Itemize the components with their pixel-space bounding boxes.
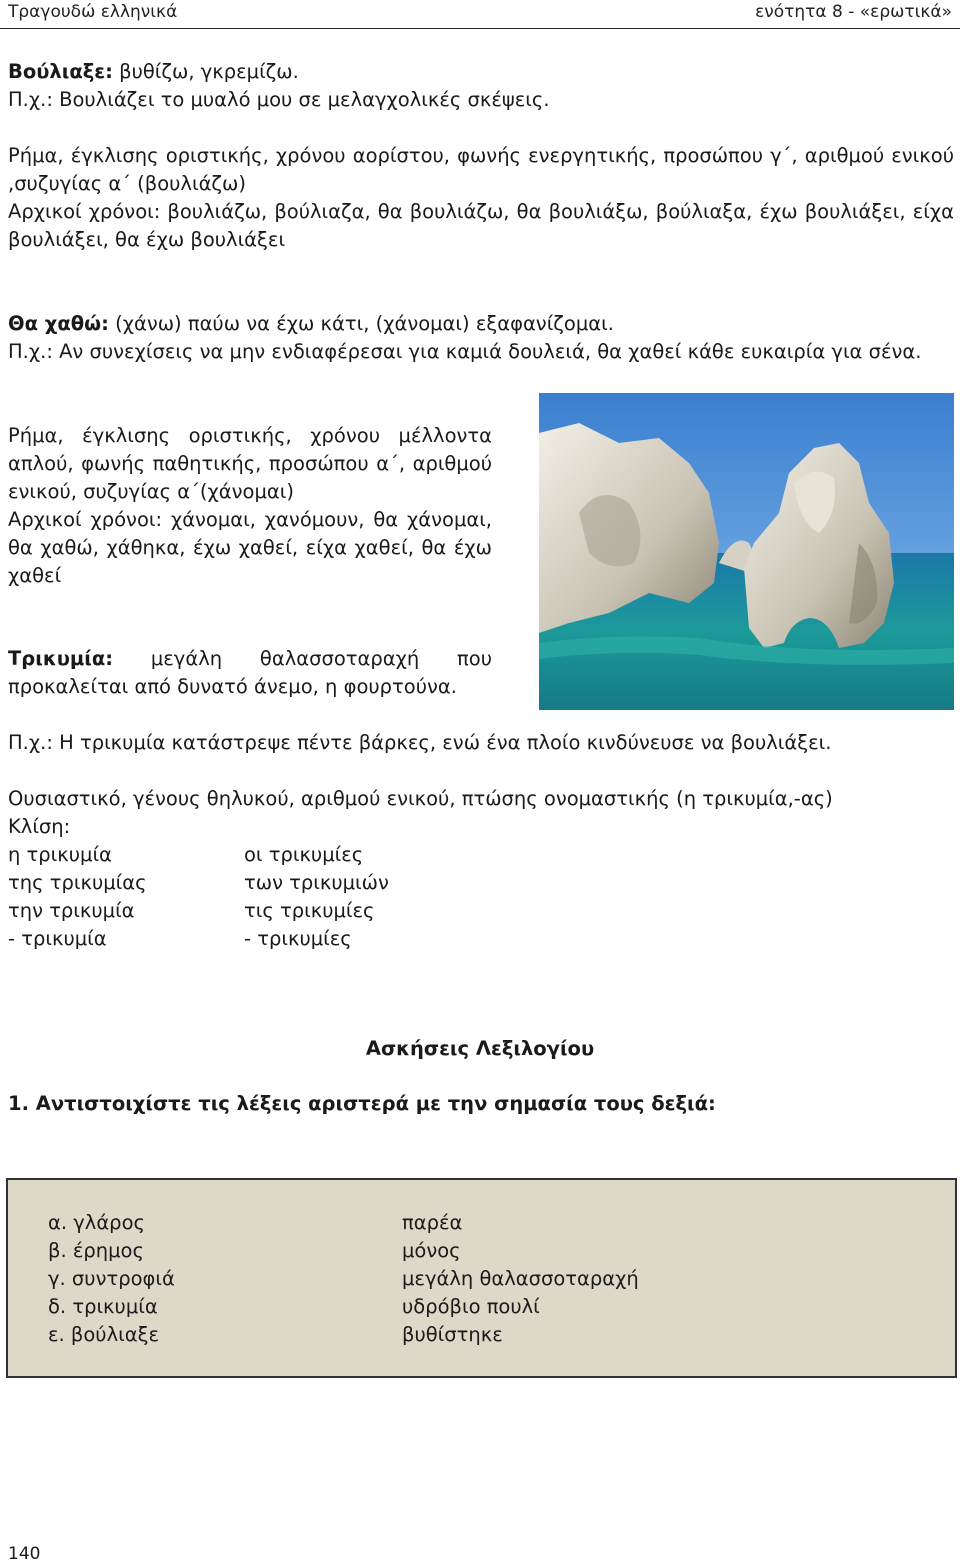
singular-form: - τρικυμία xyxy=(8,927,107,950)
matching-meaning: μεγάλη θαλασσοταραχή xyxy=(402,1267,639,1290)
entry-definition: μεγάλη θαλασσοταραχή που προκαλείται από δυνατό άνεμο, η φουρτούνα. xyxy=(8,647,492,698)
grammar-description: Ουσιαστικό, γένους θηλυκού, αριθμού ενικού, πτώσης ονομαστικής (η τρικυμία,-ας) xyxy=(8,787,833,810)
entry-example: Π.χ.: Βουλιάζει το μυαλό μου σε μελαγχολικές σκέψεις. xyxy=(8,88,550,111)
entry-trikymia-grammar xyxy=(8,785,954,841)
entry-definition: βυθίζω, γκρεμίζω. xyxy=(112,60,299,83)
singular-form: της τρικυμίας xyxy=(8,871,147,894)
declension-label: Κλίση: xyxy=(8,815,71,838)
entry-term: Τρικυμία: xyxy=(8,647,114,670)
matching-meaning: μόνος xyxy=(402,1239,461,1262)
singular-form: την τρικυμία xyxy=(8,899,135,922)
plural-form: οι τρικυμίες xyxy=(244,843,364,866)
matching-row xyxy=(48,1321,503,1349)
entry-definition: (χάνω) παύω να έχω κάτι, (χάνομαι) εξαφανίζομαι. xyxy=(108,312,614,335)
entry-term: Βούλιαξε: xyxy=(8,60,113,83)
entry-tha-hatho-grammar xyxy=(8,422,492,590)
plural-form: - τρικυμίες xyxy=(244,927,352,950)
matching-row xyxy=(48,1209,462,1237)
matching-word: β. έρημος xyxy=(48,1239,144,1262)
principal-parts: Αρχικοί χρόνοι: χάνομαι, χανόμουν, θα χάνομαι, θα χαθώ, χάθηκα, έχω χαθεί, είχα χαθεί, θα έχω χαθεί xyxy=(8,508,492,587)
entry-definition-line xyxy=(8,58,954,86)
entry-trikymia-example: Π.χ.: Η τρικυμία κατάστρεψε πέντε βάρκες, ενώ ένα πλοίο κινδύνευσε να βουλιάξει. xyxy=(8,731,832,754)
matching-word: γ. συντροφιά xyxy=(48,1267,175,1290)
singular-form: η τρικυμία xyxy=(8,843,112,866)
declension-row xyxy=(8,869,389,897)
entry-vouliaxe xyxy=(8,58,954,114)
entry-definition-line xyxy=(8,310,954,338)
grammar-description: Ρήμα, έγκλισης οριστικής, χρόνου μέλλοντα απλού, φωνής παθητικής, προσώπου α΄, αριθμού ενικού, συζυγίας α΄(χάνομαι) xyxy=(8,424,492,503)
matching-row xyxy=(48,1237,461,1265)
entry-definition-line xyxy=(8,645,492,701)
exercises-title: Ασκήσεις Λεξιλογίου xyxy=(365,1037,595,1060)
grammar-description: Ρήμα, έγκλισης οριστικής, χρόνου αορίστου, φωνής ενεργητικής, προσώπου γ΄, αριθμού ενικού ,συζυγίας α΄ (βουλιάζω) xyxy=(8,144,954,195)
header-unit-title: ενότητα 8 - «ερωτικά» xyxy=(755,2,952,22)
matching-row xyxy=(48,1265,639,1293)
entry-example: Π.χ.: Αν συνεχίσεις να μην ενδιαφέρεσαι για καμιά δουλειά, θα χαθεί κάθε ευκαιρία για σένα. xyxy=(8,340,922,363)
page-number: 140 xyxy=(8,1544,41,1564)
plural-form: των τρικυμιών xyxy=(244,871,389,894)
entry-trikymia xyxy=(8,645,492,701)
matching-meaning: βυθίστηκε xyxy=(402,1323,503,1346)
matching-box xyxy=(6,1178,957,1378)
header-book-title: Τραγουδώ ελληνικά xyxy=(8,2,178,22)
declension-row xyxy=(8,897,389,925)
exercise-1-prompt: 1. Αντιστοιχίστε τις λέξεις αριστερά με την σημασία τους δεξιά: xyxy=(8,1092,716,1115)
header-divider xyxy=(0,28,960,29)
declension-table xyxy=(8,841,389,953)
matching-row xyxy=(48,1293,540,1321)
matching-meaning: παρέα xyxy=(402,1211,463,1234)
coastal-rocks-photo xyxy=(539,393,954,710)
declension-row xyxy=(8,841,389,869)
matching-meaning: υδρόβιο πουλί xyxy=(402,1295,540,1318)
entry-vouliaxe-grammar xyxy=(8,142,954,254)
entry-tha-hatho xyxy=(8,310,954,366)
plural-form: τις τρικυμίες xyxy=(244,899,375,922)
entry-term: Θα χαθώ: xyxy=(8,312,109,335)
matching-word: ε. βούλιαξε xyxy=(48,1323,160,1346)
matching-word: δ. τρικυμία xyxy=(48,1295,158,1318)
principal-parts: Αρχικοί χρόνοι: βουλιάζω, βούλιαζα, θα βουλιάζω, θα βουλιάξω, βούλιαξα, έχω βουλιάξει, είχα βουλιάξει, θα έχω βουλιάξει xyxy=(8,200,954,251)
matching-word: α. γλάρος xyxy=(48,1211,145,1234)
declension-row xyxy=(8,925,389,953)
